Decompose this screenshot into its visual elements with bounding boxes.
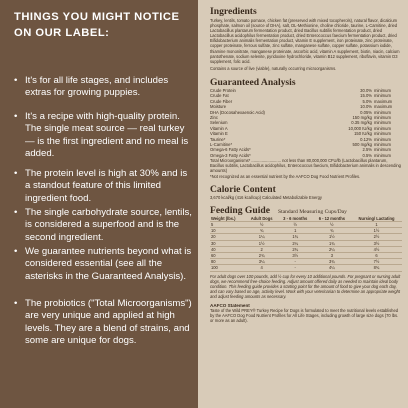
feeding-cell: 1¾ [278,234,313,240]
feeding-row [210,265,402,271]
bullet-dot-icon: • [14,168,18,179]
feeding-guide-subtitle: Standard Measuring Cups/Day [277,208,347,215]
guaranteed-analysis-title: Guaranteed Analysis [210,76,296,88]
analysis-nutrient: Omega-3 Fatty Acids* [210,152,251,158]
bullet-item [14,168,194,205]
analysis-nutrient: Vitamin A [210,125,228,131]
feeding-guide-header [210,205,402,216]
analysis-value: 500 mg/kg [352,142,372,147]
feeding-cell: - [278,259,313,265]
analysis-qualifier: minimum [374,125,391,131]
feeding-cell: ¾ [246,228,278,234]
analysis-value: 150 mg/kg [352,114,372,120]
feeding-cell: 30 [210,240,246,246]
analysis-value: 10,000 IU/kg [348,125,372,131]
analysis-qualifier: minimum [374,93,391,99]
bullet-text: The single carbohydrate source, lentils, is considered a superfood and is the second ingredient. [25,207,192,243]
analysis-qualifier: minimum [374,142,391,147]
feeding-cell: 1½ [313,234,351,240]
analysis-footnote: *Not recognized as an essential nutrient by the AAFCO Dog Food Nutrient Profiles. [210,173,361,179]
feeding-column-header: Weight (lbs.) [210,216,246,222]
bullet-dot-icon: • [14,207,18,218]
analysis-qualifier: minimum [374,152,391,158]
left-panel [0,0,198,408]
analysis-qualifier: minimum [374,136,391,142]
analysis-nutrient: Selenium [210,120,228,126]
analysis-nutrient: Crude Fiber [210,98,233,104]
bullet-item [14,246,194,283]
feeding-column-header: 3 - 6 months [278,216,313,222]
feeding-cell: 6 [351,252,402,258]
bullet-text: It's a recipe with high-quality protein. The single meat source — real turkey — is the first ingredient and no meal is added. [25,111,189,159]
feeding-cell: 2½ [351,234,402,240]
bullet-text: We guarantee nutrients beyond what is considered essential (see all the asterisks in the Guaranteed Analysis). [25,246,192,282]
feeding-cell: 4 [246,265,278,271]
bullet-item [14,298,194,347]
analysis-value: 0.05% [360,109,372,115]
feeding-cell: 2 [246,246,278,252]
feeding-cell: 3½ [278,252,313,258]
guaranteed-analysis-table [210,88,402,158]
feeding-cell: 1¾ [313,240,351,246]
analysis-value: 0.5% [362,152,372,158]
analysis-value: 5.0% [362,98,372,104]
analysis-nutrient: Vitamin E [210,131,228,137]
feeding-cell: 8¾ [351,265,402,271]
bullet-text: The protein level is high at 30% and is a standout feature of this limited ingredient food. [25,168,188,204]
feeding-cell: 7½ [351,259,402,265]
feeding-cell: 3¾ [313,259,351,265]
feeding-cell: 3 [313,252,351,258]
bullet-item [14,111,194,160]
analysis-qualifier: minimum [374,114,391,120]
calorie-content-title: Calorie Content [210,183,276,195]
feeding-cell: 100 [210,265,246,271]
feeding-cell: 4½ [351,246,402,252]
analysis-value: 0.12% [360,136,372,142]
feeding-cell: - [278,265,313,271]
feeding-cell: 1½ [246,240,278,246]
feeding-cell: 80 [210,259,246,265]
feeding-cell: 3¼ [246,259,278,265]
ingredients-text: Turkey, lentils, tomato pomace, chicken fat (preserved with mixed tocopherols), natural flavor, dicalcium phosphate, salmon oil (source of DHA), salt, DL-Methionine, choline chloride, taurine, L-Carnitine, dried Lactobacillus plantarum fermentation product, dried Bacillus subtilis fermentation product, dried Lactobacillus acidophilus fermentation product, dried Enterococcus faecium fermentation product, dried Bifidobacterium animalis fermentation product, vitamin E supplement, iron proteinate, zinc proteinate, copper proteinate, ferrous sulfate, zinc sulfate, manganese sulfate, copper sulfate, potassium iodide, thiamine mononitrate, manganese proteinate, ascorbic acid, vitamin A supplement, biotin, niacin, calcium pantothenate, sodium selenite, pyridoxine hydrochloride, vitamin B12 supplement, riboflavin, vitamin D3 supplement, folic acid. [210,18,400,64]
analysis-qualifier: minimum [374,147,391,153]
feeding-cell: 2¼ [278,240,313,246]
ingredients-note: Contains a source of live (viable), naturally occurring microorganisms. [210,65,337,71]
feeding-cell: ½ [278,221,313,227]
feeding-cell: ½ [246,221,278,227]
analysis-qualifier: minimum [374,109,391,115]
feeding-cell: 60 [210,252,246,258]
analysis-qualifier: maximum [374,98,393,104]
feeding-cell: 1¼ [246,234,278,240]
analysis-value: 10.0% [360,104,372,110]
feeding-cell: 10 [210,228,246,234]
feeding-cell: ½ [313,221,351,227]
analysis-nutrient: Omega-6 Fatty Acids* [210,147,251,153]
feeding-cell: 2¼ [313,246,351,252]
microorganisms-text: Total Microorganisms* .......................... not less than 80,000,000 CFU/lb (Lactobacillus plantarum, Bacillus subtilis, Lactobacillus acidophilus, Enterococcus faecium, Bifidobacterium animalis in descending amounts) [210,158,401,174]
analysis-nutrient: Taurine* [210,136,226,142]
analysis-nutrient: Crude Protein [210,87,236,93]
feeding-column-header: 6 - 12 months [313,216,351,222]
analysis-nutrient: DHA (Docosahexaenoic Acid) [210,109,265,115]
feeding-cell: 40 [210,246,246,252]
feeding-cell: ¾ [313,228,351,234]
bullet-item [14,207,194,244]
feeding-guide-table [210,216,402,272]
bullet-dot-icon: • [14,246,18,257]
analysis-nutrient: Moisture [210,104,227,110]
feeding-guide-note: For adult dogs over 100 pounds, add ½ cup for every 10 additional pounds. For pregnant or nursing adult dogs, we recommend free-choice feeding. Adjust amount offered daily as needed to maintain ideal body condition. This feeding guide provides a starting point for the amount of food to give your dog each day, and can vary based on age, activity level. Work with your veterinarian to determine an appropriate weight and adjust feeding amounts as necessary. [210,273,401,299]
analysis-value: 30.0% [360,87,372,93]
feeding-cell: 1 [351,221,402,227]
feeding-guide-title: Feeding Guide [210,204,270,216]
analysis-value: 2.5% [362,147,372,153]
analysis-qualifier: maximum [374,104,393,110]
feeding-cell: 20 [210,234,246,240]
aafco-title: AAFCO Statement [210,302,250,308]
ingredients-title: Ingredients [210,6,257,17]
analysis-value: 15.0% [360,93,372,99]
analysis-value: 150 IU/kg [354,131,372,137]
bullet-item [14,75,194,100]
feeding-cell: 1 [278,228,313,234]
aafco-text: Taste of the Wild PREY® Turkey Recipe for Dogs is formulated to meet the nutritional levels established by the AAFCO Dog Food Nutrient Profiles for All Life Stages, including growth of large size dogs (70 lbs. or more as an adult). [210,308,399,324]
bullet-dot-icon: • [14,75,18,86]
feeding-cell: 2¾ [278,246,313,252]
analysis-qualifier: minimum [374,120,391,126]
feeding-cell: 1½ [351,228,402,234]
label-panel [198,0,408,408]
analysis-qualifier: minimum [374,131,391,137]
bullet-text: It's for all life stages, and includes extras for growing puppies. [25,75,169,99]
analysis-qualifier: minimum [374,87,391,93]
feeding-cell: 2¾ [246,252,278,258]
feeding-column-header: Nursing/ Lactating [351,216,402,222]
feeding-cell: 4¼ [313,265,351,271]
bullet-dot-icon: • [14,298,18,309]
feeding-cell: 5 [210,221,246,227]
analysis-nutrient: L-Carnitine* [210,142,233,147]
label-heading: THINGS YOU MIGHT NOTICE ON OUR LABEL: [14,11,180,39]
bullet-text: The probiotics ("Total Microorganisms") are very unique and applied at high levels. They are a blend of strains, and some are unique for dogs. [25,298,192,346]
feeding-column-header: Adult Dogs [246,216,278,222]
calorie-content-text: 3,670 kcal/kg (416 kcal/cup) Calculated Metabolizable Energy [210,194,322,200]
bullet-dot-icon: • [14,111,18,122]
feeding-cell: 3½ [351,240,402,246]
analysis-nutrient: Crude Fat [210,93,229,99]
analysis-value: 0.35 mg/kg [351,120,372,126]
analysis-nutrient: Zinc [210,114,218,120]
